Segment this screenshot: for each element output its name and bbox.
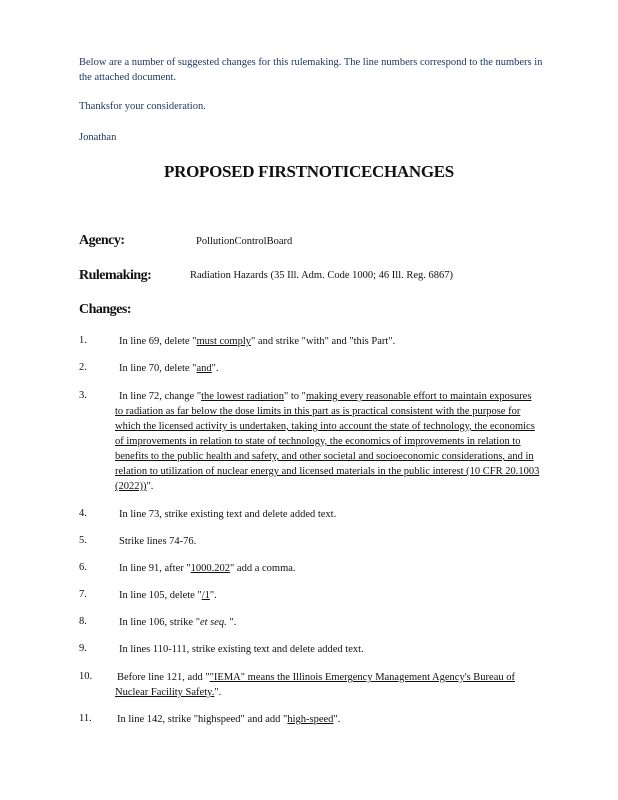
change-number: 6. xyxy=(79,562,87,573)
change-item: In line 91, after "1000.202" add a comma. xyxy=(119,563,296,574)
change-item: In line 70, delete "and". xyxy=(119,363,219,374)
thanks-line: Thanksfor your consideration. xyxy=(79,101,206,112)
change-number: 8. xyxy=(79,616,87,627)
changes-label: Changes: xyxy=(79,302,132,317)
change-item: In line 69, delete "must comply" and strike "with" and "this Part". xyxy=(119,336,396,347)
change-number: 1. xyxy=(79,335,87,346)
change-number: 10. xyxy=(79,671,93,682)
change-item: In line 73, strike existing text and delete added text. xyxy=(119,509,337,520)
agency-value: PollutionControlBoard xyxy=(196,236,293,247)
change-item: Strike lines 74-76. xyxy=(119,536,197,547)
intro-paragraph: Below are a number of suggested changes for this rulemaking. The line numbers correspond to the numbers in the attached document. xyxy=(79,57,543,83)
change-item: In line 72, change "the lowest radiation" to "making every reasonable effort to maintain exposures to radiation as far below the dose limits in this part as is practical consistent with the purpose for which the licensed activity is undertaken, taking into account the state of technology, the economics of improvements in relation to state of technology, the economics of improvements in relation to benefits to the public health and safety, and other societal and socioeconomic considerations, and in relation to utilization of nuclear energy and licensed materials in the public interest (10 CFR 20.1003 (2022))". xyxy=(115,391,540,492)
page-title: PROPOSED FIRSTNOTICECHANGES xyxy=(164,162,454,181)
change-item: In lines 110-111, strike existing text and delete added text. xyxy=(119,644,364,655)
change-item: Before line 121, add ""IEMA" means the Illinois Emergency Management Agency's Bureau of Nuclear Facility Safety.". xyxy=(115,672,515,698)
rulemaking-value: Radiation Hazards (35 Ill. Adm. Code 1000; 46 Ill. Reg. 6867) xyxy=(190,270,454,281)
change-number: 4. xyxy=(79,508,87,519)
change-item: In line 106, strike "et seq. ". xyxy=(119,617,237,628)
change-number: 11. xyxy=(79,713,92,724)
change-item: In line 142, strike "highspeed" and add "high-speed". xyxy=(117,714,341,725)
change-number: 2. xyxy=(79,362,87,373)
change-number: 9. xyxy=(79,643,87,654)
agency-label: Agency: xyxy=(79,233,125,248)
signature: Jonathan xyxy=(79,132,117,143)
rulemaking-label: Rulemaking: xyxy=(79,268,152,283)
change-number: 5. xyxy=(79,535,87,546)
change-item: In line 105, delete "/1". xyxy=(119,590,217,601)
change-number: 7. xyxy=(79,589,87,600)
change-number: 3. xyxy=(79,390,87,401)
